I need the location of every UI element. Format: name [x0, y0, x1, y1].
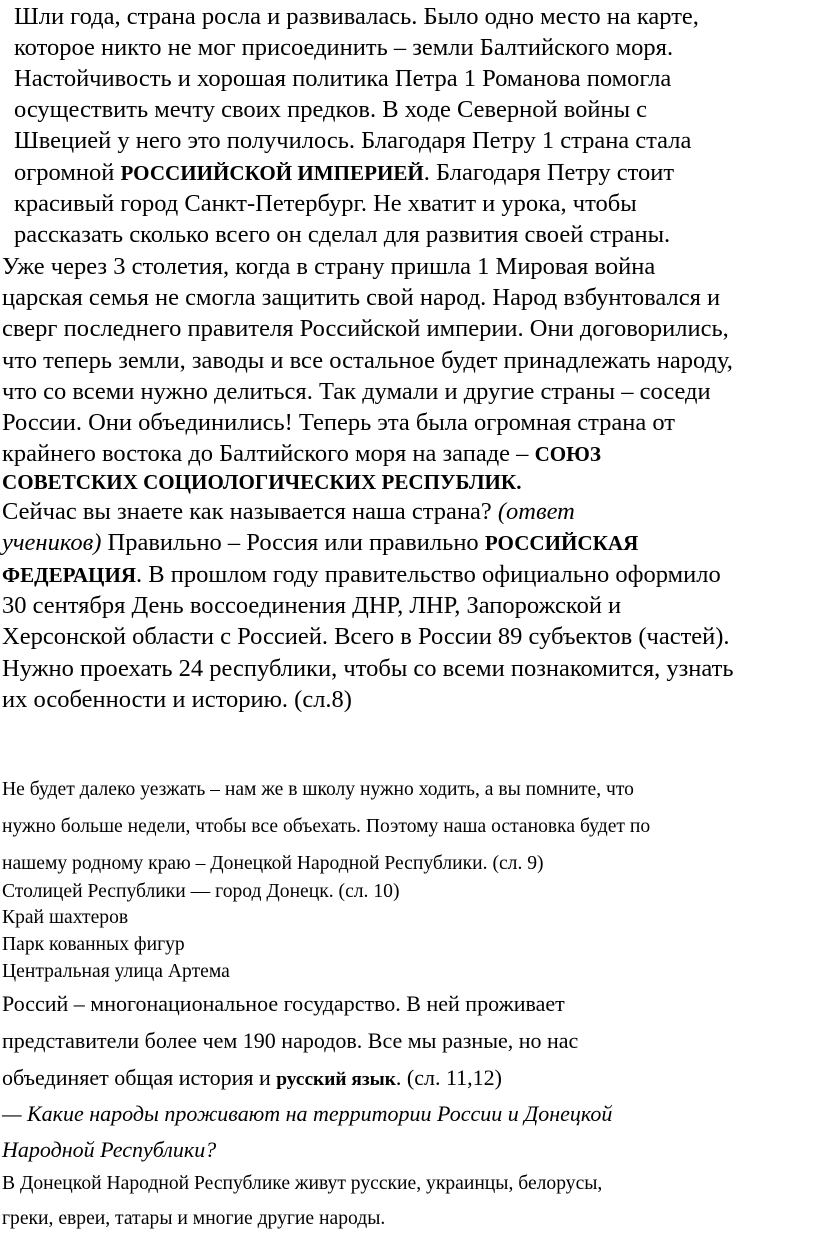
- bold-term: СОЮЗ: [534, 442, 601, 466]
- text-line: Центральная улица Артема: [2, 961, 230, 982]
- italic-note: (ответ: [497, 498, 575, 525]
- question-line: — Какие народы проживают на территории России и Донецкой: [2, 1101, 613, 1126]
- text-run: . (сл. 11,12): [395, 1065, 502, 1090]
- text-run: Сейчас вы знаете как называется наша страна?: [2, 498, 498, 525]
- text-line: [2, 528, 638, 558]
- text-line: Херсонской области с Россией. Всего в России 89 субъектов (частей).: [2, 623, 730, 650]
- text-line: Край шахтеров: [2, 907, 129, 928]
- text-line: которое никто не мог присоединить – земли Балтийского моря.: [14, 34, 674, 61]
- text-run: . В прошлом году правительство официально оформило: [136, 561, 721, 588]
- italic-note: учеников): [2, 529, 102, 556]
- text-run: . Благодаря Петру стоит: [423, 159, 675, 186]
- text-line: рассказать сколько всего он сделал для развития своей страны.: [14, 221, 671, 248]
- text-line: осуществить мечту своих предков. В ходе Северной войны с: [14, 96, 648, 123]
- text-line: Столицей Республики — город Донецк. (сл. 10): [2, 881, 400, 902]
- text-run: Правильно – Россия или правильно: [101, 529, 485, 556]
- text-line: Нужно проехать 24 республики, чтобы со всеми познакомится, узнать: [2, 655, 734, 682]
- text-line: Настойчивость и хорошая политика Петра 1 Романова помогла: [14, 65, 672, 92]
- bold-term: СОВЕТСКИХ СОЦИОЛОГИЧЕСКИХ РЕСПУБЛИК.: [2, 470, 522, 494]
- text-line: Парк кованных фигур: [2, 934, 185, 955]
- text-line: нужно больше недели, чтобы все объехать. Поэтому наша остановка будет по: [2, 816, 651, 837]
- text-line: Уже через 3 столетия, когда в страну пришла 1 Мировая война: [2, 253, 656, 280]
- text-line: 30 сентября День воссоединения ДНР, ЛНР, Запорожской и: [2, 592, 622, 619]
- text-line: Россий – многонациональное государство. В ней проживает: [2, 991, 565, 1016]
- text-line: их особенности и историю. (сл.8): [2, 686, 352, 713]
- question-line: Народной Республики?: [2, 1137, 217, 1162]
- text-line: представители более чем 190 народов. Все мы разные, но нас: [2, 1028, 579, 1053]
- text-line: Шли года, страна росла и развивалась. Было одно место на карте,: [14, 3, 699, 30]
- text-line: что теперь земли, заводы и все остальное будет принадлежать народу,: [2, 347, 733, 374]
- text-line: [2, 439, 601, 469]
- text-line: В Донецкой Народной Республике живут русские, украинцы, белорусы,: [2, 1173, 603, 1194]
- text-line: что со всеми нужно делиться. Так думали и другие страны – соседи: [2, 378, 711, 405]
- bold-term: русский язык: [276, 1069, 396, 1090]
- bold-term: РОССИИЙСКОЙ ИМПЕРИЕЙ: [120, 161, 424, 185]
- text-line: греки, евреи, татары и многие другие народы.: [2, 1208, 386, 1229]
- bold-term: РОССИЙСКАЯ: [484, 531, 639, 555]
- text-line: царская семья не смогла защитить свой народ. Народ взбунтовался и: [2, 284, 721, 311]
- text-line: красивый город Санкт-Петербург. Не хватит и урока, чтобы: [14, 190, 637, 217]
- text-line: [2, 560, 721, 590]
- text-line: [14, 158, 674, 188]
- text-line: России. Они объединились! Теперь эта была огромная страна от: [2, 409, 676, 436]
- text-run: огромной: [14, 159, 121, 186]
- text-line: Швецией у него это получилось. Благодаря Петру 1 страна стала: [14, 127, 692, 154]
- text-run: объединяет общая история и: [2, 1065, 277, 1090]
- text-line: нашему родному краю – Донецкой Народной Республики. (сл. 9): [2, 853, 544, 874]
- text-line: [2, 497, 575, 527]
- bold-term: ФЕДЕРАЦИЯ: [2, 563, 137, 587]
- text-line: [2, 467, 521, 497]
- text-line: сверг последнего правителя Российской империи. Они договорились,: [2, 315, 729, 342]
- text-line: [2, 1064, 502, 1094]
- text-line: Не будет далеко уезжать – нам же в школу нужно ходить, а вы помните, что: [2, 779, 634, 800]
- text-run: крайнего востока до Балтийского моря на западе –: [2, 440, 535, 467]
